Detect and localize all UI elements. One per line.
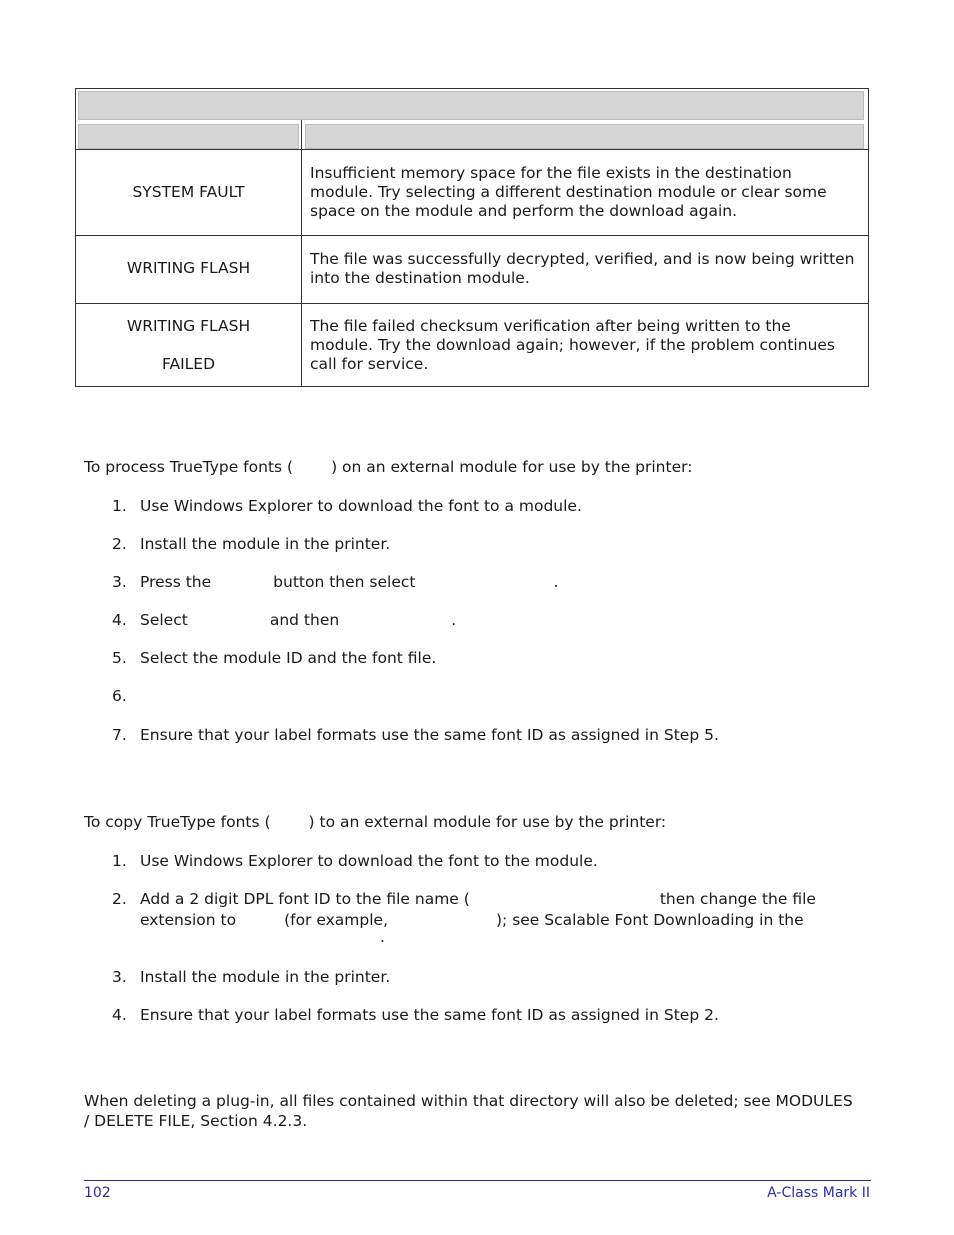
list-item-number: 3.: [112, 573, 127, 591]
list-item-number: 1.: [112, 852, 127, 870]
list-item-number: 5.: [112, 649, 127, 667]
list-item: Select the module ID and the font file.: [140, 649, 437, 667]
footer-rule: [84, 1180, 871, 1181]
table-row-message: WRITING FLASH: [126, 259, 251, 277]
table-rule: [76, 303, 868, 304]
page-number: 102: [84, 1185, 111, 1201]
table-row-description: Insufficient memory space for the file exists in the destination module. Try selecting a different destination module or clear some space on the module and perform the download again.: [310, 164, 827, 220]
section1-intro: To process TrueType fonts ( ) on an external module for use by the printer:: [84, 458, 693, 476]
list-item-number: 2.: [112, 535, 127, 553]
table-header-description: [305, 124, 864, 149]
table-title-bar: [78, 91, 864, 120]
table-row-message: WRITING FLASH: [126, 317, 251, 335]
table-row-message: SYSTEM FAULT: [132, 183, 245, 201]
table-row-description: The file failed checksum verification after being written to the module. Try the download again; however, if the problem continues call for service.: [310, 317, 836, 373]
list-item-number: 2.: [112, 890, 127, 908]
list-item-number: 7.: [112, 726, 127, 744]
table-rule: [76, 235, 868, 236]
table-rule: [76, 149, 868, 150]
table-header-message: [78, 124, 299, 149]
list-item-number: 4.: [112, 1006, 127, 1024]
list-item: Use Windows Explorer to download the font to a module.: [140, 497, 582, 515]
section2-intro: To copy TrueType fonts ( ) to an external module for use by the printer:: [84, 813, 667, 831]
list-item: Install the module in the printer.: [140, 535, 391, 553]
list-item: Add a 2 digit DPL font ID to the file name ( then change the file extension to (for example, ); see Scalable Font Downloading in the .: [140, 890, 816, 946]
list-item: Use Windows Explorer to download the font to the module.: [140, 852, 598, 870]
section3-paragraph: When deleting a plug-in, all files contained within that directory will also be deleted; see MODULES / DELETE FILE, Section 4.2.3.: [84, 1092, 853, 1130]
table-row-message: FAILED: [161, 355, 216, 373]
list-item-number: 3.: [112, 968, 127, 986]
table-row-description: The file was successfully decrypted, verified, and is now being written into the destination module.: [310, 250, 855, 287]
list-item: Select and then .: [140, 611, 457, 629]
list-item-number: 1.: [112, 497, 127, 515]
table-column-divider: [301, 120, 302, 386]
list-item: Install the module in the printer.: [140, 968, 391, 986]
list-item-number: 4.: [112, 611, 127, 629]
footer-product-name: A-Class Mark II: [767, 1185, 870, 1201]
list-item-number: 6.: [112, 687, 127, 705]
list-item: Ensure that your label formats use the same font ID as assigned in Step 2.: [140, 1006, 719, 1024]
list-item: Press the button then select .: [140, 573, 559, 591]
error-message-table: [75, 88, 869, 387]
list-item: Ensure that your label formats use the same font ID as assigned in Step 5.: [140, 726, 719, 744]
